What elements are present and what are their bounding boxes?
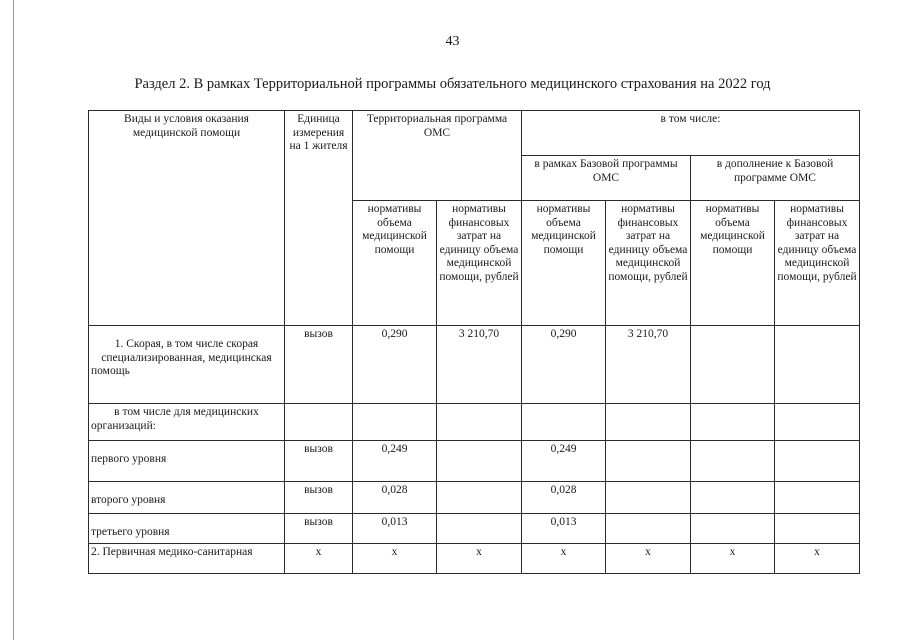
header-norm-volume: нормативы объема медицинской помощи: [691, 201, 775, 326]
cell-addition-cost: [775, 514, 860, 544]
table-row: [89, 404, 860, 441]
cell-base-cost: [606, 482, 691, 514]
cell-addition-cost: х: [775, 544, 860, 574]
cell-unit: вызов: [285, 326, 353, 404]
cell-territorial-cost: 3 210,70: [437, 326, 522, 404]
section-title: Раздел 2. В рамках Территориальной программы обязательного медицинского страхования на 2022 год: [134, 76, 771, 92]
cell-base-volume: 0,013: [522, 514, 606, 544]
cell-unit: [285, 404, 353, 441]
row-label: 2. Первичная медико-санитарная: [89, 544, 285, 574]
cell-base-volume: х: [522, 544, 606, 574]
cell-territorial-volume: х: [353, 544, 437, 574]
cell-base-cost: х: [606, 544, 691, 574]
cell-territorial-volume: 0,028: [353, 482, 437, 514]
header-unit: Единица измерения на 1 жителя: [285, 111, 353, 326]
cell-unit: х: [285, 544, 353, 574]
cell-territorial-cost: [437, 514, 522, 544]
header-row-1: [89, 111, 860, 156]
header-norm-cost: нормативы финансовых затрат на единицу объема медицинской помощи, рублей: [606, 201, 691, 326]
cell-unit: вызов: [285, 514, 353, 544]
table-row: [89, 441, 860, 482]
cell-addition-cost: [775, 482, 860, 514]
cell-base-cost: [606, 514, 691, 544]
row-label: первого уровня: [89, 441, 285, 482]
cell-territorial-volume: 0,290: [353, 326, 437, 404]
cell-base-volume: 0,249: [522, 441, 606, 482]
header-base-program: в рамках Базовой программы ОМС: [522, 156, 691, 201]
cell-addition-volume: х: [691, 544, 775, 574]
cell-territorial-cost: х: [437, 544, 522, 574]
cell-addition-volume: [691, 441, 775, 482]
cell-addition-cost: [775, 326, 860, 404]
cell-addition-cost: [775, 441, 860, 482]
cell-base-cost: 3 210,70: [606, 326, 691, 404]
page-edge-line: [13, 0, 14, 640]
page-number: 43: [445, 34, 460, 49]
cell-unit: вызов: [285, 441, 353, 482]
row-label: в том числе для медицинских организаций:: [89, 404, 285, 441]
cell-base-volume: 0,290: [522, 326, 606, 404]
header-norm-cost: нормативы финансовых затрат на единицу объема медицинской помощи, рублей: [775, 201, 860, 326]
cell-base-cost: [606, 441, 691, 482]
cell-territorial-volume: 0,013: [353, 514, 437, 544]
table-row: [89, 544, 860, 574]
table-row: [89, 514, 860, 544]
cell-addition-cost: [775, 404, 860, 441]
cell-territorial-volume: 0,249: [353, 441, 437, 482]
cell-addition-volume: [691, 482, 775, 514]
header-kinds: Виды и условия оказания медицинской помощи: [89, 111, 285, 326]
cell-base-cost: [606, 404, 691, 441]
header-including: в том числе:: [522, 111, 860, 156]
cell-territorial-volume: [353, 404, 437, 441]
table-row: [89, 482, 860, 514]
header-norm-cost: нормативы финансовых затрат на единицу объема медицинской помощи, рублей: [437, 201, 522, 326]
table-row: [89, 326, 860, 404]
cell-base-volume: 0,028: [522, 482, 606, 514]
row-label: третьего уровня: [89, 514, 285, 544]
program-table: [88, 110, 860, 574]
cell-addition-volume: [691, 404, 775, 441]
cell-addition-volume: [691, 514, 775, 544]
row-label: второго уровня: [89, 482, 285, 514]
cell-addition-volume: [691, 326, 775, 404]
cell-territorial-cost: [437, 482, 522, 514]
cell-unit: вызов: [285, 482, 353, 514]
row-label: 1. Скорая, в том числе скорая специализированная, медицинская помощь: [89, 326, 285, 404]
header-norm-volume: нормативы объема медицинской помощи: [353, 201, 437, 326]
header-addition-program: в дополнение к Базовой программе ОМС: [691, 156, 860, 201]
cell-territorial-cost: [437, 441, 522, 482]
header-territorial-program: Территориальная программа ОМС: [353, 111, 522, 201]
header-norm-volume: нормативы объема медицинской помощи: [522, 201, 606, 326]
cell-base-volume: [522, 404, 606, 441]
cell-territorial-cost: [437, 404, 522, 441]
